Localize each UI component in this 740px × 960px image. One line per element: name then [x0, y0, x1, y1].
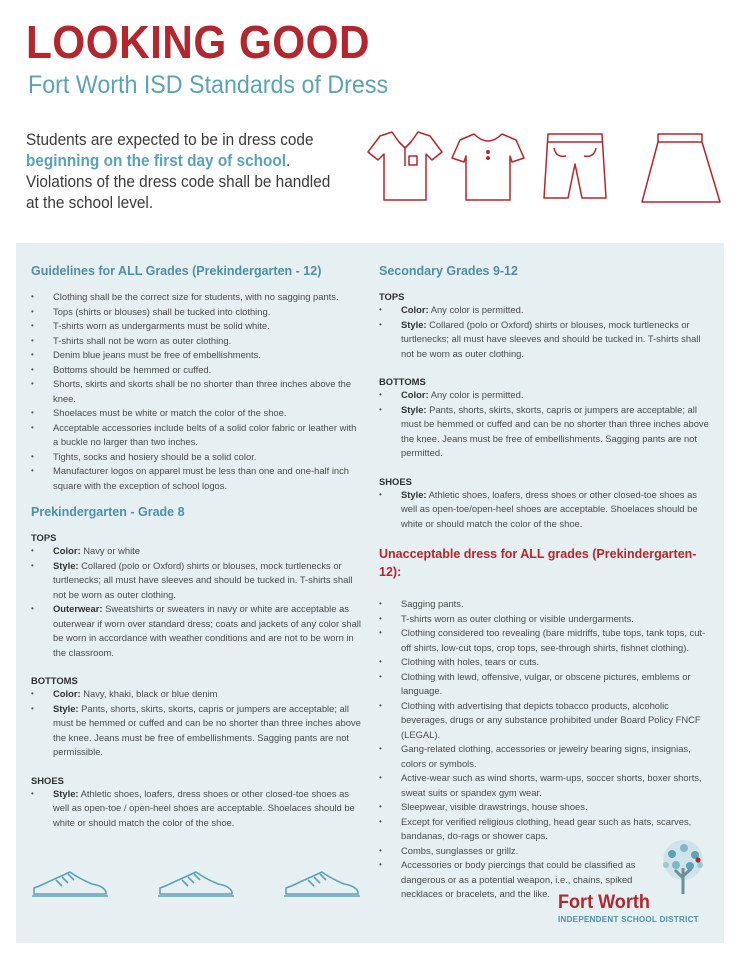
- list-item: • Style: Pants, shorts, skirts, skorts, capris or jumpers are acceptable; all must be hemmed or cuffed and can be no shorter than three inches above the knee. Jeans must be free of embellishments. Sagging pants are not permissible.: [31, 702, 361, 760]
- prek-tops-list: [31, 544, 361, 660]
- unacceptable-heading: Unacceptable dress for ALL grades (Prekindergarten-12):: [379, 547, 697, 579]
- secondary-bottoms-label: BOTTOMS: [379, 376, 426, 387]
- all-grades-heading: Guidelines for ALL Grades (Prekindergarten - 12): [31, 264, 322, 278]
- list-item: • Color: Navy, khaki, black or blue denim: [31, 687, 361, 702]
- list-item: • Combs, sunglasses or grillz.: [379, 844, 709, 859]
- skirt-icon: [636, 128, 726, 208]
- right-column: [379, 262, 709, 902]
- list-item: • Style: Collared (polo or Oxford) shirts or blouses, mock turtlenecks or turtlenecks; all must have sleeves and should be tucked in. T-shirts shall not be worn as outer clothing.: [379, 318, 709, 362]
- intro-line-b: .: [286, 152, 291, 170]
- list-item: • Except for verified religious clothing, head gear such as hats, scarves, bandanas, do-rags or shower caps.: [379, 815, 709, 844]
- list-item: • Clothing shall be the correct size for students, with no sagging pants.: [31, 290, 361, 305]
- secondary-tops-list: [379, 303, 709, 361]
- list-item: • Color: Navy or white: [31, 544, 361, 559]
- intro-line-d: at the school level.: [26, 194, 154, 212]
- intro-highlight: beginning on the first day of school: [26, 152, 287, 170]
- list-item: • Color: Any color is permitted.: [379, 303, 709, 318]
- tree-logo-icon: [648, 838, 718, 896]
- list-item: • Style: Collared (polo or Oxford) shirts or blouses, mock turtlenecks or turtlenecks; all must have sleeves and should be tucked in. T-shirts shall not be worn as outer clothing.: [31, 559, 361, 603]
- list-item: • Manufacturer logos on apparel must be less than one and one-half inch square with the exception of school logos.: [31, 464, 361, 493]
- list-item: • Bottoms should be hemmed or cuffed.: [31, 363, 361, 378]
- list-item: • Tops (shirts or blouses) shall be tucked into clothing.: [31, 305, 361, 320]
- page-title: LOOKING GOOD: [26, 16, 371, 68]
- list-item: • Clothing considered too revealing (bare midriffs, tube tops, tank tops, cut-off shirts, low-cut tops, crop tops, see-through shirts, fishnet clothing).: [379, 626, 709, 655]
- list-item: • Shorts, skirts and skorts shall be no shorter than three inches above the knee.: [31, 377, 361, 406]
- all-grades-list: [31, 290, 361, 493]
- list-item: • Denim blue jeans must be free of embellishments.: [31, 348, 361, 363]
- list-item: • Clothing with advertising that depicts tobacco products, alcoholic beverages, drugs or any substance prohibited under Board Policy FNCF (LEGAL).: [379, 699, 709, 743]
- prek-bottoms-list: [31, 687, 361, 760]
- list-item: • Color: Any color is permitted.: [379, 388, 709, 403]
- list-item: • T-shirts worn as outer clothing or visible undergarments.: [379, 612, 709, 627]
- intro-line-a: Students are expected to be in dress code: [26, 131, 314, 149]
- polo-shirt-icon: [364, 126, 444, 206]
- list-item: • Clothing with holes, tears or cuts.: [379, 655, 709, 670]
- sneaker-icon: [30, 868, 110, 900]
- sneaker-icon: [282, 868, 362, 900]
- list-item: • Acceptable accessories include belts of a solid color fabric or leather with a buckle no larger than two inches.: [31, 421, 361, 450]
- secondary-heading: Secondary Grades 9-12: [379, 264, 518, 278]
- list-item: • Style: Pants, shorts, skirts, skorts, capris or jumpers are acceptable; all must be hemmed or cuffed and can be no shorter than three inches above the knee. Jeans must be free of embellishments. Sagging pants are not permitted.: [379, 403, 709, 461]
- secondary-bottoms-list: [379, 388, 709, 461]
- list-item: • T-shirts shall not be worn as outer clothing.: [31, 334, 361, 349]
- logo-name: Fort Worth: [558, 892, 650, 913]
- list-item: • Tights, socks and hosiery should be a solid color.: [31, 450, 361, 465]
- shorts-icon: [538, 128, 612, 206]
- secondary-tops-label: TOPS: [379, 291, 405, 302]
- list-item: • Shoelaces must be white or match the color of the shoe.: [31, 406, 361, 421]
- secondary-shoes-list: [379, 488, 709, 532]
- list-item: • T-shirts worn as undergarments must be solid white.: [31, 319, 361, 334]
- secondary-shoes-label: SHOES: [379, 475, 412, 487]
- prek-bottoms-label: BOTTOMS: [31, 675, 78, 686]
- intro-line-c: Violations of the dress code shall be handled: [26, 173, 331, 191]
- page-subtitle: Fort Worth ISD Standards of Dress: [28, 71, 389, 99]
- list-item: • Accessories or body piercings that could be classified as dangerous or as a potential weapon, i.e., chains, spiked necklaces or bracelets, and the like.: [379, 858, 651, 902]
- list-item: • Clothing with lewd, offensive, vulgar, or obscene pictures, emblems or language.: [379, 670, 709, 699]
- blouse-icon: [448, 126, 528, 206]
- prek-tops-label: TOPS: [31, 532, 57, 543]
- prek-heading: Prekindergarten - Grade 8: [31, 505, 185, 519]
- logo-subtitle: INDEPENDENT SCHOOL DISTRICT: [558, 915, 699, 924]
- list-item: • Gang-related clothing, accessories or jewelry bearing signs, insignias, colors or symbols.: [379, 742, 709, 771]
- list-item: • Outerwear: Sweatshirts or sweaters in navy or white are acceptable as outerwear if worn over standard dress; coats and jackets of any color shall be worn in accordance with weather conditions and are not to be worn in the classroom.: [31, 602, 361, 660]
- list-item: • Active-wear such as wind shorts, warm-ups, soccer shorts, boxer shorts, sweat suits or spandex gym wear.: [379, 771, 709, 800]
- list-item: • Style: Athletic shoes, loafers, dress shoes or other closed-toe shoes as well as open-toe / open-heel shoes are acceptable. Shoelaces should be white or should match the color of the shoe.: [31, 787, 361, 831]
- left-column: [31, 262, 361, 830]
- prek-shoes-label: SHOES: [31, 774, 64, 786]
- sneaker-icon: [156, 868, 236, 900]
- prek-shoes-list: [31, 787, 361, 831]
- list-item: • Sleepwear, visible drawstrings, house shoes.: [379, 800, 709, 815]
- list-item: • Sagging pants.: [379, 597, 709, 612]
- list-item: • Style: Athletic shoes, loafers, dress shoes or other closed-toe shoes as well as open-toe/open-heel shoes are acceptable. Shoelaces should be white or should match the color of the shoe.: [379, 488, 709, 532]
- intro-text: [26, 130, 342, 214]
